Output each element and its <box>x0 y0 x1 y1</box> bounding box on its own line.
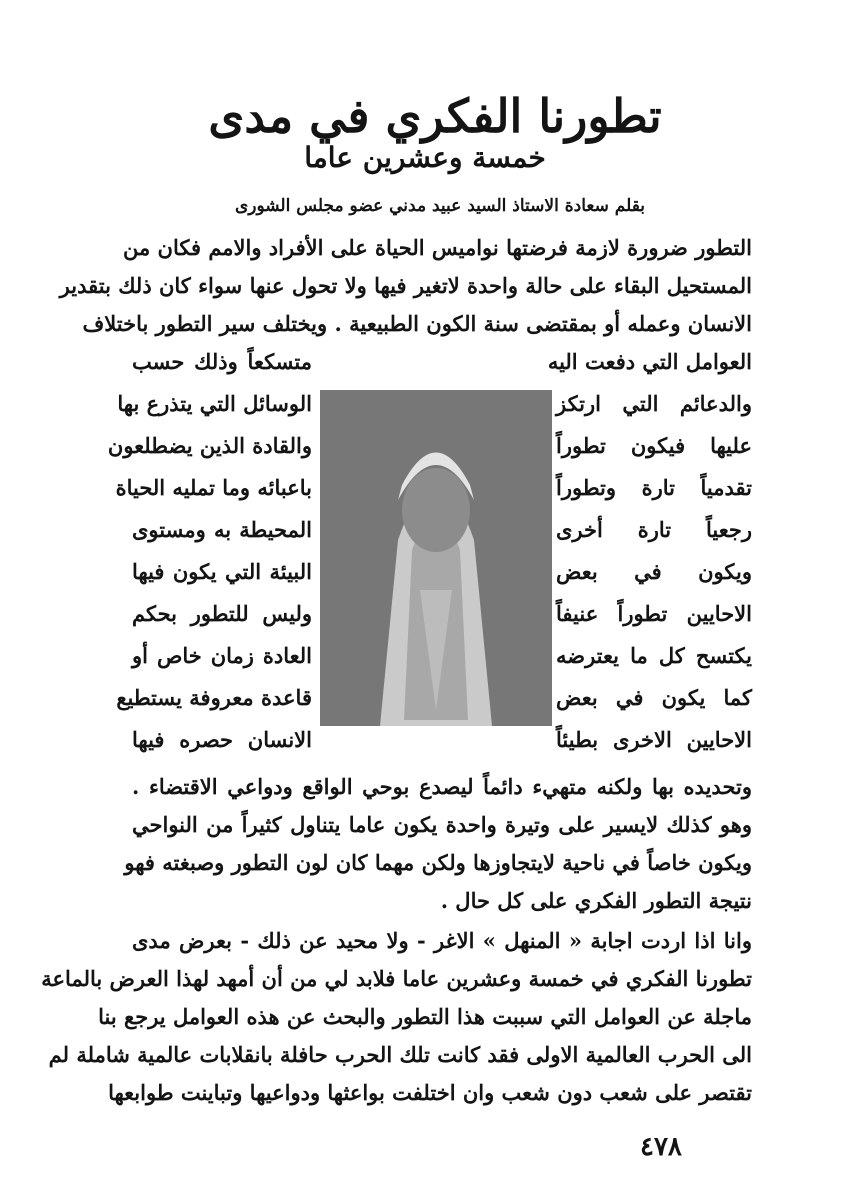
body-line: تقتصر على شعب دون شعب وان اختلفت بواعثها ودواعيها وتباينت طوابعها <box>108 1080 752 1105</box>
body-line: وانا اذا اردت اجابة « المنهل » الاغر - ولا محيد عن ذلك - بعرض مدى <box>132 928 752 953</box>
left-column-line: وليس للتطور بحكم <box>132 601 312 626</box>
body-line: ويكون خاصاً في ناحية لايتجاوزها ولكن مهما كان لون التطور وصبغته فهو <box>124 850 752 875</box>
left-column-line: الانسان حصره فيها <box>132 727 312 752</box>
portrait-photo <box>320 390 552 726</box>
body-line: الى الحرب العالمية الاولى فقد كانت تلك الحرب حافلة بانقلابات عالمية شاملة لم <box>48 1042 752 1067</box>
left-column-line: باعبائه وما تمليه الحياة <box>115 475 312 500</box>
right-column-line: تقدمياً تارة وتطوراً <box>556 475 752 500</box>
article-subtitle: خمسة وعشرين عاما <box>304 141 546 174</box>
article-byline: بقلم سعادة الاستاذ السيد عبيد مدني عضو مجلس الشورى <box>234 196 646 216</box>
page-number: ٤٧٨ <box>640 1132 682 1162</box>
portrait-figure <box>320 390 552 726</box>
right-column-line: الاحايين الاخرى بطيئاً <box>556 727 752 752</box>
intro-line: الانسان وعمله أو بمقتضى سنة الكون الطبيعية . ويختلف سير التطور باختلاف <box>82 311 752 336</box>
article-title: تطورنا الفكري في مدى <box>208 89 662 143</box>
intro-line: التطور ضرورة لازمة فرضتها نواميس الحياة على الأفراد والامم فكان من <box>123 235 752 260</box>
body-line: تطورنا الفكري في خمسة وعشرين عاما فلابد لي من أن أمهد لهذا العرض بالماعة <box>41 966 752 991</box>
right-column-line: ويكون في بعض <box>556 559 752 584</box>
left-column-line: الوسائل التي يتذرع بها <box>117 391 312 416</box>
left-column-line: والقادة الذين يضطلعون <box>107 433 312 458</box>
left-column-line: العادة زمان خاص أو <box>132 643 312 668</box>
right-column-line: يكتسح كل ما يعترضه <box>556 643 752 668</box>
body-line: وهو كذلك لايسير على وتيرة واحدة يكون عاما يتناول كثيراً من النواحي <box>132 812 752 837</box>
left-column-line: متسكعاً وذلك حسب <box>132 349 312 374</box>
intro-line: المستحيل البقاء على حالة واحدة لاتغير فيها ولا تحول عنها سواء كان ذلك بتقدير <box>59 273 752 298</box>
body-line: وتحديده بها ولكنه متهيء دائماً ليصدع بوحي الواقع ودواعي الاقتضاء . <box>132 774 752 799</box>
body-line: ماجلة عن العوامل التي سببت هذا التطور والبحث عن هذه العوامل يرجع بنا <box>98 1004 752 1029</box>
right-column-line: والدعائم التي ارتكز <box>556 391 752 416</box>
right-column-line: الاحايين تطوراً عنيفاً <box>556 601 752 626</box>
body-line: نتيجة التطور الفكري على كل حال . <box>440 888 752 913</box>
right-column-line: عليها فيكون تطوراً <box>556 433 752 458</box>
right-column-line: العوامل التي دفعت اليه <box>547 349 752 374</box>
right-column-line: كما يكون في بعض <box>556 685 752 710</box>
right-column-line: رجعياً تارة أخرى <box>556 517 752 542</box>
left-column-line: المحيطة به ومستوى <box>132 517 312 542</box>
left-column-line: البيئة التي يكون فيها <box>132 559 312 584</box>
left-column-line: قاعدة معروفة يستطيع <box>116 685 312 710</box>
